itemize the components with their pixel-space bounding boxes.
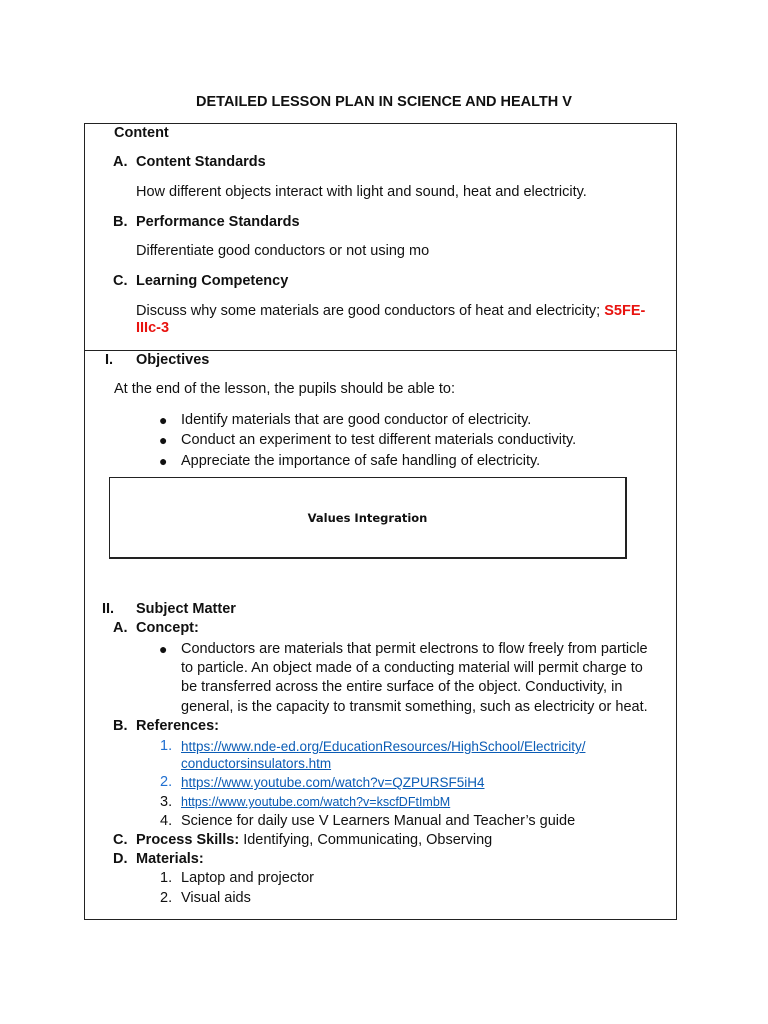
learning-competency-statement: Discuss why some materials are good conductors of heat and electricity; [136,303,601,319]
document-title: DETAILED LESSON PLAN IN SCIENCE AND HEALTH V [196,94,572,110]
subject-matter-heading: Subject Matter [136,601,236,617]
objective-item: Identify materials that are good conductor of electricity. [181,412,532,428]
objectives-numeral: I. [105,352,114,368]
concept-label: A. [113,620,128,636]
materials-title: Materials: [136,851,204,867]
reference-number: 2. [160,774,173,790]
learning-competency-label: C. [113,273,128,289]
competency-code-part2: IIIc-3 [136,320,170,336]
materials-label: D. [113,851,128,867]
objective-item: Appreciate the importance of safe handling of electricity. [181,453,541,469]
objectives-heading: Objectives [136,352,210,368]
content-standards-title: Content Standards [136,154,266,170]
process-skills-line [136,832,492,848]
reference-number: 3. [160,794,173,810]
performance-standards-text: Differentiate good conductors or not using mo [136,243,430,259]
content-standards-text: How different objects interact with light and sound, heat and electricity. [136,184,587,200]
reference-link-1[interactable]: https://www.nde-ed.org/EducationResources/HighSchool/Electricity/ [181,739,586,754]
material-number: 1. [160,870,173,886]
material-item: Laptop and projector [181,870,315,886]
concept-title: Concept: [136,620,199,636]
content-heading: Content [114,125,169,141]
bullet-icon: ● [159,432,168,448]
material-item: Visual aids [181,890,251,906]
performance-standards-title: Performance Standards [136,214,300,230]
objectives-box [84,350,677,920]
concept-line: be transferred across the entire surface of the object. Conductivity, in [181,679,623,695]
process-skills-label: C. [113,832,128,848]
subject-matter-numeral: II. [102,601,115,617]
values-integration-label: Values Integration [307,511,428,525]
bullet-icon: ● [159,453,168,469]
reference-number: 4. [160,813,173,829]
bullet-icon: ● [159,641,168,657]
concept-line: Conductors are materials that permit electrons to flow freely from particle [181,641,648,657]
reference-link-1-continued[interactable]: conductorsinsulators.htm [181,756,332,771]
concept-line: general, is the capacity to transmit something, such as electricity or heat. [181,699,648,715]
reference-link-2[interactable]: https://www.youtube.com/watch?v=QZPURSF5iH4 [181,775,485,790]
objective-item: Conduct an experiment to test different materials conductivity. [181,432,577,448]
process-skills-title: Process Skills: [136,832,240,848]
references-title: References: [136,718,220,734]
performance-standards-label: B. [113,214,128,230]
values-integration-box [109,477,627,559]
reference-number: 1. [160,738,173,754]
reference-book: Science for daily use V Learners Manual and Teacher’s guide [181,813,576,829]
content-standards-label: A. [113,154,128,170]
content-box [84,123,677,351]
bullet-icon: ● [159,412,168,428]
competency-code-part1: S5FE- [604,303,646,319]
references-label: B. [113,718,128,734]
learning-competency-text [136,303,645,319]
concept-line: to particle. An object made of a conducting material will permit charge to [181,660,643,676]
objectives-intro: At the end of the lesson, the pupils should be able to: [114,381,455,397]
learning-competency-title: Learning Competency [136,273,289,289]
process-skills-text: Identifying, Communicating, Observing [243,832,493,848]
reference-link-3[interactable]: https://www.youtube.com/watch?v=kscfDFtImbM [181,795,451,809]
material-number: 2. [160,890,173,906]
